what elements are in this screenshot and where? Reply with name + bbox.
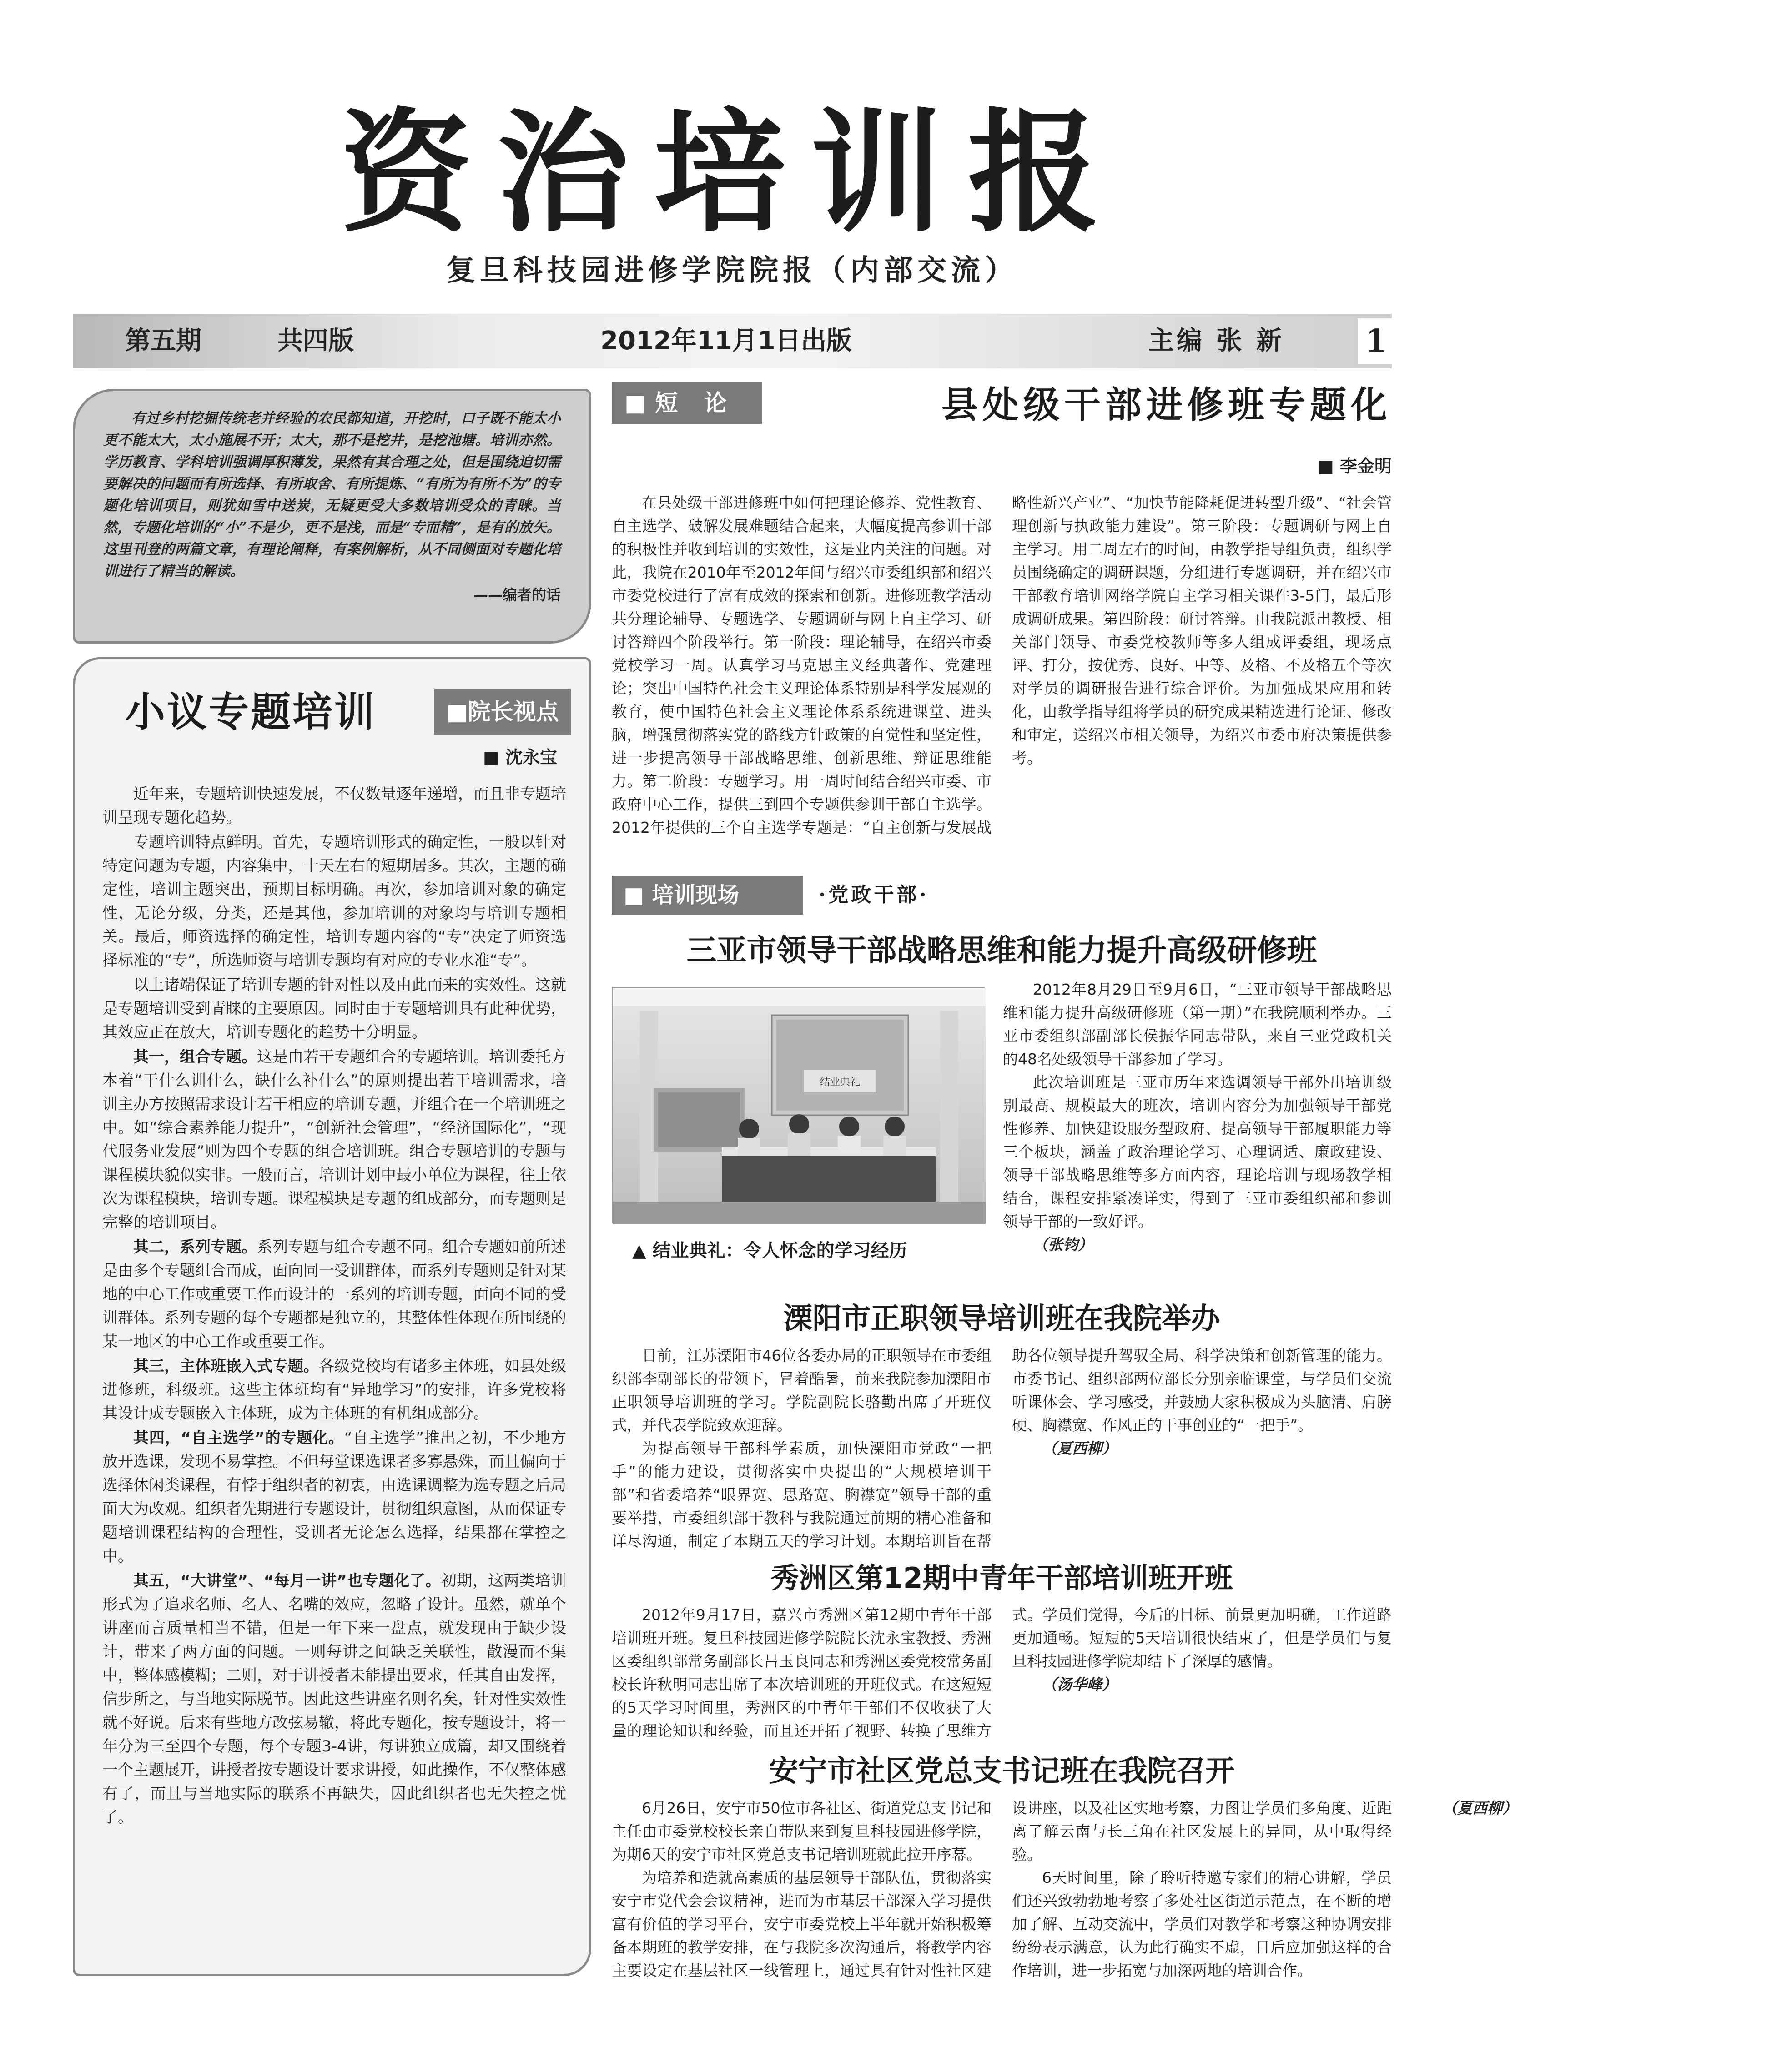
article-paragraph: 此次培训班是三亚市历年来选调领导干部外出培训级别最高、规模最大的班次，培训内容分为加强领导干部党性修养、加快建设服务型政府、提高领导干部履职能力等三个板块，涵盖了政治理论学习、心理调适、廉政建设、领导干部战略思维等多方面内容，理论培训与现场教学相结合，课程安排紧凑详实，得到了三亚市委组织部和参训领导干部的一致好评。 xyxy=(1003,1073,1392,1230)
short-commentary-paragraph: 在县处级干部进修班中如何把理论修养、党性教育、自主选学、破解发展难题结合起来，大幅度提高参训干部的积极性并收到培训的实效性，这是业内关注的问题。对此，我院在2010年至2012年间与绍兴市委组织部和绍兴市委党校进行了富有成效的探索和创新。进修班教学活动共分理论辅导、专题选学、专题调研与网上自主学习、研讨答辩四个阶段举行。第一阶段：理论辅导，在绍兴市委党校学习一周。认真学习马克思主义经典著作、党建理论；突出中国特色社会主义理论体系特别是科学发展观的教育，使中国特色社会主义理论体系系统进课堂、进头脑，增强贯彻落实党的路线方针政策的自觉性和坚定性，进一步提高领导干部战略思维、创新思维、辩证思维能力。第二阶段：专题学习。用一周时间结合绍兴市委、市政府中心工作，提供三到四个专题供参训干部自主选学。2012年提供的三个自主选学专题是：“自主创新与发展战略性新兴产业”、“加快节能降耗促进转型升级”、“社会管理创新与执政能力建设”。第三阶段：专题调研与网上自主学习。用二周左右的时间，由教学指导组负责，组织学员围绕确定的调研课题，分组进行专题调研，并在绍兴市干部教育培训网络学院自主学习相关课件3-5门，最后形成调研成果。第四阶段：研讨答辩。由我院派出教授、相关部门领导、市委党校教师等多人组成评委组，现场点评、打分，按优秀、良好、中等、及格、不及格五个等次对学员的调研报告进行综合评价。为加强成果应用和转化，由教学指导组将学员的研究成果精选进行论证、修改和审定，送绍兴市相关领导，为绍兴市委市府决策提供参考。 xyxy=(612,494,1392,836)
editor-note-text: 有过乡村挖掘传统老并经验的农民都知道，开挖时，口子既不能太小更不能太大，太小施展不开；太大，那不是挖井，是挖池塘。培训亦然。学历教育、学科培训强调厚积薄发，果然有其合理之处，但是围绕迫切需要解决的问题而有所选择、有所取舍、有所提炼、“有所为有所不为”的专题化培训项目，则犹如雪中送炭，无疑更受大多数培训受众的青睐。当然，专题化培训的“小”不是少，更不是浅，而是“专而精”，是有的放矢。这里刊登的两篇文章，有理论阐释，有案例解析，从不同侧面对专题化培训进行了精当的解读。 xyxy=(103,410,561,579)
feature-author: ■ 沈永宝 xyxy=(483,747,557,767)
article-paragraph: 日前，江苏溧阳市46位各委办局的正职领导在市委组织部李副部长的带领下，冒着酷暑，前来我院参加溧阳市正职领导培训班的学习。学院副院长骆勤出席了开班仪式，并代表学院致欢迎辞。 xyxy=(612,1347,992,1434)
article-paragraph: 2012年9月17日，嘉兴市秀洲区第12期中青年干部培训班开班。复旦科技园进修学院院长沈永宝教授、秀洲区委组织部常务副部长吕玉良同志和秀洲区委党校常务副校长许秋明同志出席了本次培训班的开班仪式。在这短短的5天学习时间里，秀洲区的中青年干部们不仅收获了大量的理论知识和经验，而且还开拓了视野、转换了思维方式。学员们觉得，今后的目标、前景更加明确，工作道路更加通畅。短短的5天培训很快结束了，但是学员们与复旦科技园进修学院却结下了深厚的感情。 xyxy=(612,1606,1392,1740)
short-commentary-tag: ■短 论 xyxy=(612,382,762,424)
article-title-sanya: 三亚市领导干部战略思维和能力提升高级研修班 xyxy=(686,933,1317,968)
feature-point: 其四，“自主选学”的专题化。“自主选学”推出之初，不少地方放开选课，发现不易掌控。不但每堂课选课者多寡悬殊，而且偏向于选择休闲类课程，有悖于组织者的初衷，由选课调整为选专题之后局面大为改观。组织者先期进行专题设计，贯彻组织意图，从而保证专题培训课程结构的合理性，受训者无论怎么选择，结果都在掌控之中。 xyxy=(102,1429,566,1565)
article-title-liyang: 溧阳市正职领导培训班在我院举办 xyxy=(783,1302,1220,1336)
issue-bar xyxy=(73,314,1392,368)
issue-date: 2012年11月1日出版 xyxy=(600,326,852,356)
page-number: 1 xyxy=(1358,318,1394,364)
article-body-anning xyxy=(612,1796,1517,1992)
training-section-tag: ■ 培训现场 xyxy=(612,876,803,915)
training-section-subtag: ·党政干部· xyxy=(819,883,929,906)
feature-point: 其二，系列专题。系列专题与组合专题不同。组合专题如前所述是由多个专题组合而成，面向同一受训群体，而系列专题则是针对某地的中心工作或重要工作而设计的一系列的培训专题，面向不同的受训群体。系列专题的每个专题都是独立的，其整体性体现在所围绕的某一地区的中心工作或重要工作。 xyxy=(102,1238,566,1351)
feature-point: 其一，组合专题。这是由若干专题组合的专题培训。培训委托方本着“干什么训什么，缺什么补什么”的原则提出若干培训需求，培训主办方按照需求设计若干相应的培训专题，并组合在一个培训班之中。如“综合素养能力提升”，“创新社会管理”，“经济国际化”，“现代服务业发展”则为四个专题的组合培训班。组合专题培训的专题与课程模块貌似实非。一般而言，培训计划中最小单位为课程，往上依次为课程模块，培训专题。课程模块是专题的组成部分，而专题则是完整的培训项目。 xyxy=(102,1048,566,1232)
article-paragraph: 为培养和造就高素质的基层领导干部队伍，贯彻落实安宁市党代会会议精神，进而为市基层干部深入学习提供富有价值的学习平台，安宁市委党校上半年就开始积极筹备本期班的教学安排，在与我院多次沟通后，将教学内容主要设定在基层社区一线管理上，通过具有针对性社区建设讲座，以及社区实地考察，力图让学员们多角度、近距离了解云南与长三角在社区发展上的异同，从中取得经验。 xyxy=(612,1799,1392,1979)
newspaper-title: 资治培训报 xyxy=(340,96,1125,250)
feature-paragraph: 近年来，专题培训快速发展，不仅数量逐年递增，而且非专题培训呈现专题化趋势。 xyxy=(102,785,566,827)
article-byline: （张钧） xyxy=(1033,1236,1093,1253)
article-body-xiuzhou xyxy=(612,1603,1392,1749)
projector-slide-banner: 结业典礼 xyxy=(820,1077,861,1088)
feature-title: 小议专题培训 xyxy=(125,688,377,735)
article-paragraph: 6月26日，安宁市50位市各社区、街道党总支书记和主任由市委党校校长亲自带队来到复旦科技园进修学院，为期6天的安宁市社区党总支书记培训班就此拉开序幕。 xyxy=(612,1799,992,1863)
feature-point: 其三，主体班嵌入式专题。各级党校均有诸多主体班，如县处级进修班，科级班。这些主体班均有“异地学习”的安排，许多党校将其设计成专题嵌入主体班，成为主体班的有机组成部分。 xyxy=(102,1357,566,1423)
editor-note xyxy=(73,389,591,644)
issue-editor: 主编 张 新 xyxy=(1148,326,1284,356)
ceremony-photo xyxy=(612,987,985,1223)
short-commentary-title: 县处级干部进修班专题化 xyxy=(941,383,1392,426)
feature-tag: ■院长视点 xyxy=(434,689,571,735)
feature-body xyxy=(102,782,566,1830)
article-paragraph: 为提高领导干部科学素质，加快溧阳市党政“一把手”的能力建设，贯彻落实中央提出的“大规模培训干部”和省委培养“眼界宽、思路宽、胸襟宽”领导干部的重要举措，市委组织部干教科与我院通过前期的精心准备和详尽沟通，制定了本期五天的学习计划。本期培训旨在帮助各位领导提升驾驭全局、科学决策和创新管理的能力。市委书记、组织部两位部长分别亲临课堂，与学员们交流听课体会、学习感受，并鼓励大家积极成为头脑清、肩膀硬、胸襟宽、作风正的干事创业的“一把手”。 xyxy=(612,1347,1392,1550)
article-byline: （夏西柳） xyxy=(1042,1439,1117,1457)
article-body-sanya xyxy=(1003,978,1392,1256)
feature-point: 其五，“大讲堂”、“每月一讲”也专题化了。初期，这两类培训形式为了追求名师、名人、名嘴的效应，忽略了设计。虽然，就单个讲座而言质量相当不错，但是一年下来一盘点，就发现由于缺少设计，带来了两方面的问题。一则每讲之间缺乏关联性，散漫而不集中，整体感模糊；二则，对于讲授者未能提出要求，任其自由发挥，信步所之，与当地实际脱节。因此这些讲座名则名矣，针对性实效性就不好说。后来有些地方改弦易辙，将此专题化，按专题设计，将一年分为三至四个专题，每个专题3-4讲，每讲独立成篇，却又围绕着一个主题展开，讲授者按专题设计要求讲授，如此操作，不仅整体感有了，而且与当地实际的联系不再缺失，因此组织者也无失控之忧了。 xyxy=(102,1572,566,1827)
feature-paragraph: 以上诸端保证了培训专题的针对性以及由此而来的实效性。这就是专题培训受到青睐的主要原因。同时由于专题培训具有此种优势，其效应正在放大，培训专题化的趋势十分明显。 xyxy=(102,976,566,1042)
issue-pages: 共四版 xyxy=(277,326,354,356)
short-commentary-author: ■ 李金明 xyxy=(1317,456,1392,476)
article-body-liyang xyxy=(612,1344,1392,1558)
feature-paragraph: 专题培训特点鲜明。首先，专题培训形式的确定性，一般以针对特定问题为专题，内容集中，十天左右的短期居多。其次，主题的确定性，培训主题突出，预期目标明确。再次，参加培训对象的确定性，无论分级，分类，还是其他，参加培训的对象均与培训专题相关。最后，师资选择的确定性，培训专题内容的“专”决定了师资选择标准的“专”，所选师资与培训专题均有对应的专业水准“专”。 xyxy=(102,833,566,970)
article-paragraph: 2012年8月29日至9月6日，“三亚市领导干部战略思维和能力提升高级研修班（第一期）”在我院顺利举办。三亚市委组织部副部长侯振华同志带队，来自三亚党政机关的48名处级领导干部参加了学习。 xyxy=(1003,981,1392,1068)
article-byline: （汤华峰） xyxy=(1042,1676,1117,1693)
photo-caption: ▲ 结业典礼：令人怀念的学习经历 xyxy=(632,1240,907,1261)
article-byline: （夏西柳） xyxy=(1442,1799,1517,1817)
feature-article xyxy=(73,657,591,1976)
newspaper-subtitle: 复旦科技园进修学院院报（内部交流） xyxy=(446,254,1018,287)
issue-number: 第五期 xyxy=(125,326,201,356)
article-title-xiuzhou: 秀洲区第12期中青年干部培训班开班 xyxy=(770,1561,1233,1595)
article-title-anning: 安宁市社区党总支书记班在我院召开 xyxy=(769,1755,1235,1788)
short-commentary-body xyxy=(612,491,1392,855)
editor-note-signature: ——编者的话 xyxy=(473,586,561,604)
article-paragraph: 6天时间里，除了聆听特邀专家们的精心讲解，学员们还兴致勃勃地考察了多处社区街道示范点，在不断的增加了解、互动交流中，学员们对教学和考察这种协调安排纷纷表示满意，认为此行确实不虚，日后应加强这样的合作培训，进一步拓宽与加深两地的培训合作。 xyxy=(1012,1869,1392,1979)
